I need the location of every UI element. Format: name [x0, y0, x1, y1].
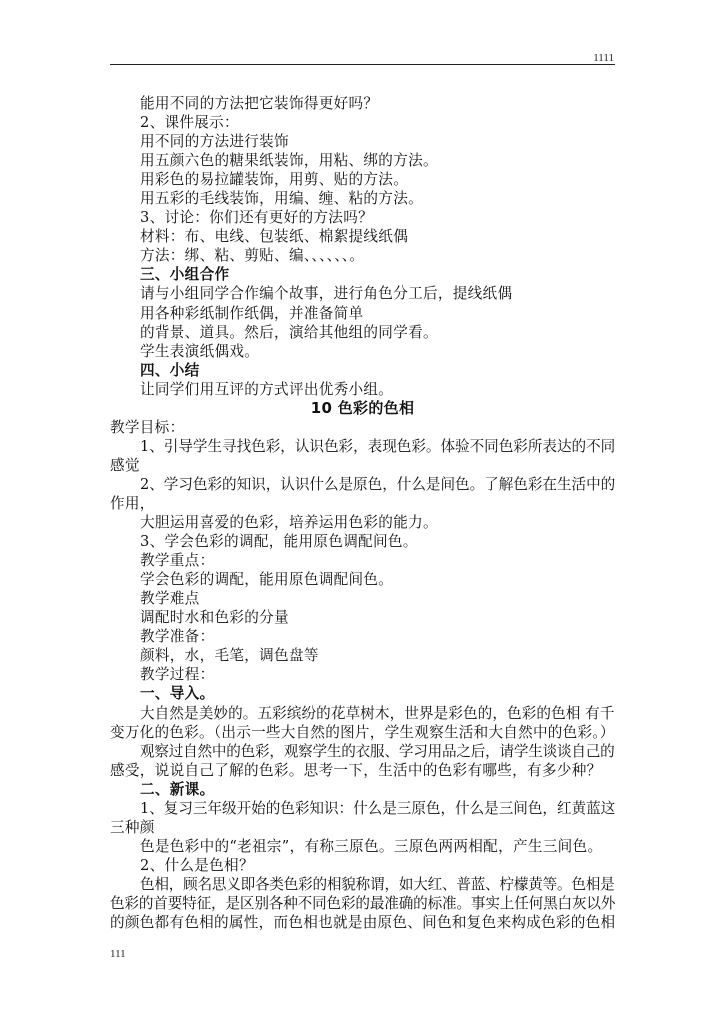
paragraph-line: 请与小组同学合作编个故事，进行角色分工后，提线纸偶 [140, 285, 513, 303]
section-heading: 三、小组合作 [140, 266, 230, 284]
paragraph-line: 2、什么是色相？ [140, 856, 254, 874]
paragraph-line: 感觉 [110, 456, 140, 474]
paragraph-line: 3、学会色彩的调配，能用原色调配间色。 [140, 533, 418, 551]
paragraph-line: 感受，说说自己了解的色彩。思考一下，生活中的色彩有哪些，有多少种？ [110, 761, 602, 779]
paragraph-line: 教学重点： [140, 552, 215, 570]
paragraph-line: 用各种彩纸制作纸偶，并准备简单 [140, 304, 364, 322]
paragraph-line: 变万化的色彩。（出示一些大自然的图片，学生观察生活和大自然中的色彩。） [110, 723, 615, 741]
section-heading: 四、小结 [140, 361, 200, 379]
paragraph-line: 三种颜 [110, 818, 155, 836]
paragraph-line: 能用不同的方法把它装饰得更好吗？ [140, 95, 379, 112]
header-rule [110, 64, 615, 65]
paragraph-line: 用彩色的易拉罐装饰，用剪、贴的方法。 [140, 171, 409, 189]
section-heading: 二、新课。 [140, 780, 215, 798]
footer-page-number: 111 [110, 948, 126, 960]
paragraph-line: 3、讨论：你们还有更好的方法吗？ [140, 209, 373, 227]
paragraph-line: 大胆运用喜爱的色彩，培养运用色彩的能力。 [140, 514, 438, 532]
section-heading: 一、导入。 [140, 685, 215, 703]
paragraph-line: 学生表演纸偶戏。 [140, 342, 260, 360]
paragraph-line: 调配时水和色彩的分量 [140, 609, 289, 627]
paragraph-line: 学会色彩的调配，能用原色调配间色。 [140, 571, 394, 589]
paragraph-line: 观察过自然中的色彩，观察学生的衣服、学习用品之后，请学生谈谈自己的 [140, 742, 615, 760]
paragraph-line: 用五颜六色的糖果纸装饰，用粘、绑的方法。 [140, 152, 438, 170]
document-body [110, 94, 615, 932]
paragraph-line: 作用， [110, 494, 155, 512]
paragraph-line: 的颜色都有色相的属性，而色相也就是由原色、间色和复色来构成色彩的色相 [110, 914, 616, 932]
paragraph-line: 颜料，水，毛笔，调色盘等 [140, 647, 319, 665]
paragraph-line: 用不同的方法进行装饰 [140, 133, 289, 151]
paragraph-line: 1、引导学生寻找色彩，认识色彩，表现色彩。体验不同色彩所表达的不同 [140, 437, 616, 455]
paragraph-line: 教学难点 [140, 590, 200, 608]
paragraph-line: 方法：绑、粘、剪贴、编、、、、、、。 [140, 247, 365, 265]
paragraph-line: 大自然是美妙的。五彩缤纷的花草树木，世界是彩色的，色彩的色相 有千 [140, 704, 615, 722]
paragraph-line: 材料：布、电线、包装纸、棉絮提线纸偶 [140, 228, 409, 246]
paragraph-line: 教学过程： [140, 666, 215, 684]
paragraph-line: 色彩的首要特征，是区别各种不同色彩的最准确的标准。事实上任何黑白灰以外 [110, 894, 616, 912]
paragraph-line: 色是色彩中的“老祖宗”，有称三原色。三原色两两相配，产生三间色。 [140, 837, 603, 855]
paragraph-line: 2、学习色彩的知识，认识什么是原色，什么是间色。了解色彩在生活中的 [140, 475, 616, 493]
paragraph-line: 的背景、道具。然后，演给其他组的同学看。 [140, 323, 438, 341]
paragraph-line: 用五彩的毛线装饰，用编、缠、粘的方法。 [140, 190, 423, 208]
lesson-title: 10 色彩的色相 [310, 398, 415, 417]
paragraph-line: 1、复习三年级开始的色彩知识：什么是三原色，什么是三间色，红黄蓝这 [140, 799, 616, 817]
paragraph-line: 教学目标： [110, 418, 185, 436]
header-page-number: 1111 [593, 52, 614, 64]
paragraph-line: 让同学们用互评的方式评出优秀小组。 [140, 380, 394, 398]
paragraph-line: 2、课件展示： [140, 114, 239, 132]
paragraph-line: 色相，顾名思义即各类色彩的相貌称谓，如大红、普蓝、柠檬黄等。色相是 [140, 875, 615, 893]
paragraph-line: 教学准备： [140, 628, 215, 646]
